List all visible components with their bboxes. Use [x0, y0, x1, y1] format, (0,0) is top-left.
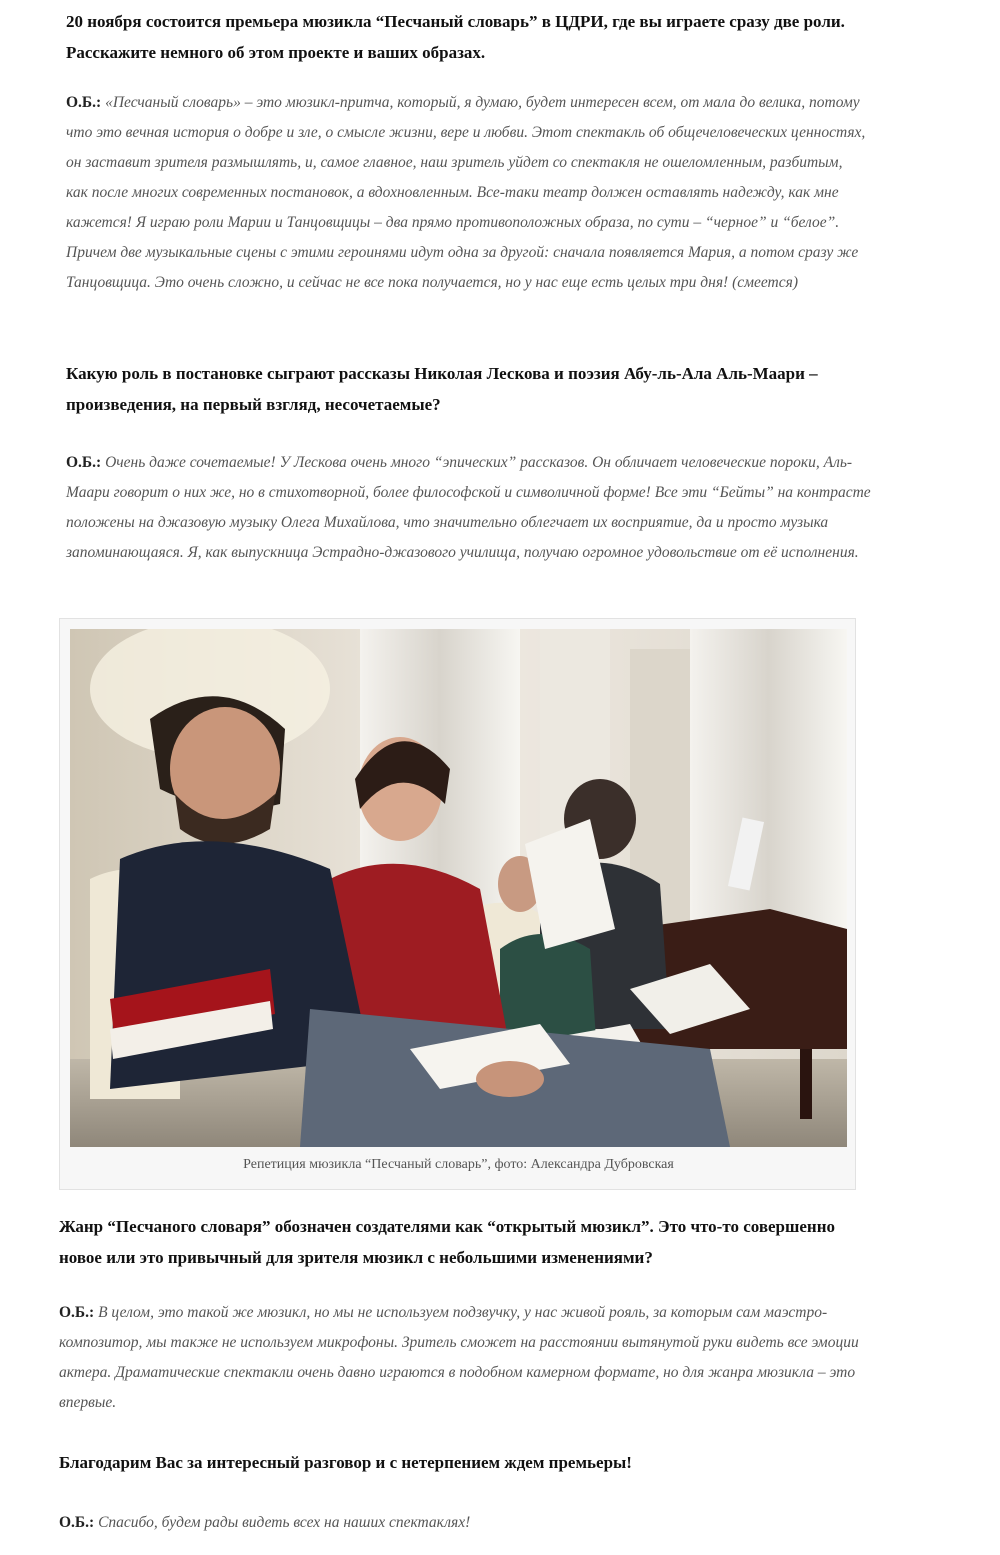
photo-caption: Репетиция мюзикла “Песчаный словарь”, фото: Александра Дубровская [243, 1157, 674, 1172]
answer-text: Спасибо, будем рады видеть всех на наших спектаклях! [98, 1514, 471, 1531]
speaker-label: О.Б.: [59, 1304, 95, 1321]
speaker-label: О.Б.: [59, 1514, 95, 1531]
answer-text: В целом, это такой же мюзикл, но мы не используем подзвучку, у нас живой рояль, за которым сам маэстро-композитор, мы также не используем микрофоны. Зритель сможет на расстоянии вытянутой руки видеть все эмоции актера. Драматические спектакли очень давно играются в подобном камерном формате, но для жанра мюзикла – это впервые. [59, 1304, 859, 1411]
photo-illustration [70, 629, 847, 1147]
answer-1 [66, 88, 866, 298]
speaker-label: О.Б.: [66, 94, 102, 111]
answer-text: Очень даже сочетаемые! У Лескова очень много “эпических” рассказов. Он обличает человеческие пороки, Аль-Маари говорит о них же, но в стихотворной, более философской и символичной форме! Все эти “Бейты” на контрасте положены на джазовую музыку Олега Михайлова, что значительно облегчает их восприятие, да и просто музыка запоминающаяся. Я, как выпускница Эстрадно-джазового училища, получаю огромное удовольствие от её исполнения. [66, 454, 871, 561]
question-3: Жанр “Песчаного словаря” обозначен создателями как “открытый мюзикл”. Это что-то совершенно новое или это привычный для зрителя мюзикл с небольшими изменениями? [59, 1217, 835, 1267]
question-2: Какую роль в постановке сыграют рассказы Николая Лескова и поэзия Абу-ль-Ала Аль-Маари – произведения, на первый взгляд, несочетаемые? [66, 364, 818, 414]
rehearsal-photo [70, 629, 847, 1147]
speaker-label: О.Б.: [66, 454, 102, 471]
question-4: Благодарим Вас за интересный разговор и с нетерпением ждем премьеры! [59, 1453, 632, 1472]
answer-4 [59, 1508, 859, 1538]
answer-2 [66, 448, 876, 568]
question-1: 20 ноября состоится премьера мюзикла “Песчаный словарь” в ЦДРИ, где вы играете сразу две роли. Расскажите немного об этом проекте и ваших образах. [66, 12, 845, 62]
answer-3 [59, 1298, 859, 1418]
photo-figure [59, 618, 856, 1190]
answer-text: «Песчаный словарь» – это мюзикл-притча, который, я думаю, будет интересен всем, от мала до велика, потому что это вечная история о добре и зле, о смысле жизни, вере и любви. Этот спектакль об общечеловеческих ценностях, он заставит зрителя размышлять, и, самое главное, наш зритель уйдет со спектакля не ошеломленным, разбитым, как после многих современных постановок, а вдохновленным. Все-таки театр должен оставлять надежду, как мне кажется! Я играю роли Марии и Танцовщицы – два прямо противоположных образа, по сути – “черное” и “белое”. Причем две музыкальные сцены с этими героинями идут одна за другой: сначала появляется Мария, а потом сразу же Танцовщица. Это очень сложно, и сейчас не все пока получается, но у нас еще есть целых три дня! (смеется) [66, 94, 866, 291]
